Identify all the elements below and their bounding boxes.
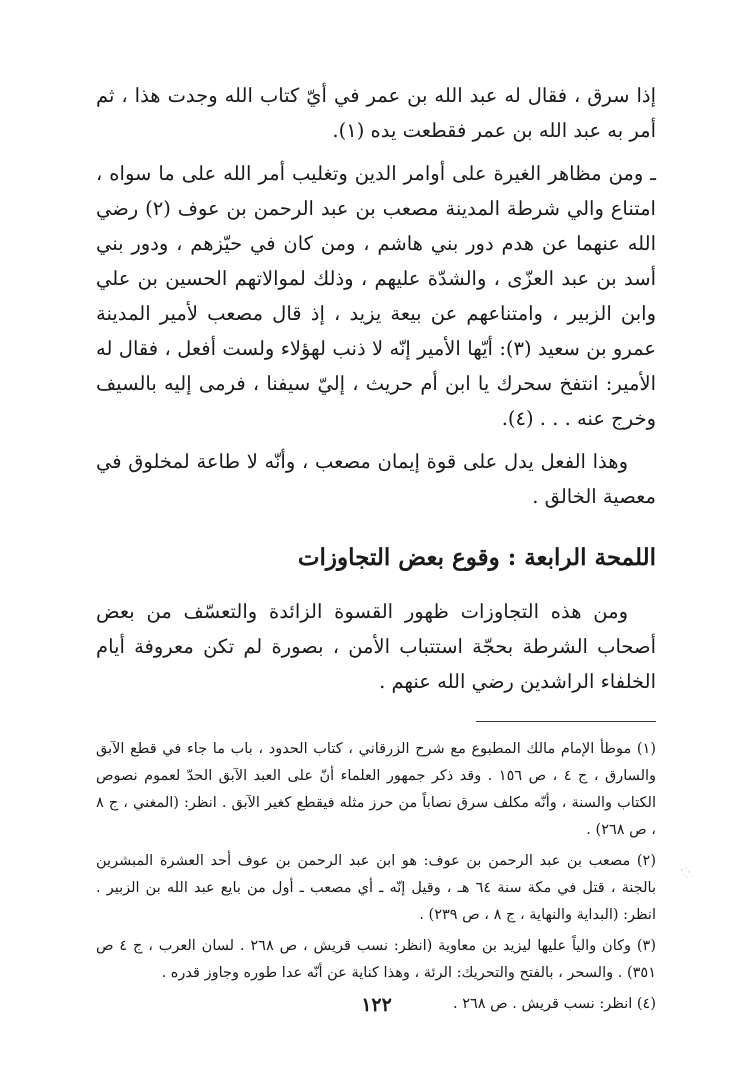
- paragraph-theft-ruling: إذا سرق ، فقال له عبد الله بن عمر في أيّ كتاب الله وجدت هذا ، ثم أمر به عبد الله بن عمر فقطعت يده (١).: [96, 84, 656, 142]
- paragraph-musab-refusal: ـ ومن مظاهر الغيرة على أوامر الدين وتغليب أمر الله على ما سواه ، امتناع والي شرطة المدينة مصعب بن عبد الرحمن بن عوف (٢) رضي الله عنهما عن هدم دور بني هاشم ، ومن كان في حيّزهم ، ودور بني أسد بن عبد العزّى ، والشدّة عليهم ، وذلك لموالاتهم الحسين بن علي وابن الزبير ، وامتناعهم عن بيعة يزيد ، إذ قال مصعب لأمير المدينة عمرو بن سعيد (٣): أيّها الأمير إنّه لا ذنب لهؤلاء ولست أفعل ، فقال له الأمير: انتفخ سحرك يا ابن أم حريث ، إليّ سيفنا ، فرمى إليه بالسيف وخرج عنه . . . (٤).: [96, 162, 656, 430]
- page-body: [96, 78, 656, 1022]
- scan-speck-icon: [676, 862, 696, 882]
- footnote-1: (١) موطأ الإمام مالك المطبوع مع شرح الزرقاني ، كتاب الحدود ، باب ما جاء في قطع الآبق والسارق ، ج ٤ ، ص ١٥٦ . وقد ذكر جمهور العلماء أنّ على العبد الآبق الحدّ لعموم نصوص الكتاب والسنة ، وأنّه مكلف سرق نصاباً من حرز مثله فيقطع كغير الآبق . انظر: (المغني ، ج ٨ ، ص ٢٦٨) .: [96, 741, 657, 838]
- footnote-divider: [476, 721, 656, 722]
- page-number: ١٢٢: [361, 994, 392, 1016]
- paragraph-faith-conclusion: وهذا الفعل يدل على قوة إيمان مصعب ، وأنّه لا طاعة لمخلوق في معصية الخالق .: [96, 450, 656, 508]
- section-heading: اللمحة الرابعة : وقوع بعض التجاوزات: [297, 544, 656, 571]
- footnotes: [96, 736, 656, 1018]
- paragraph-excesses: ومن هذه التجاوزات ظهور القسوة الزائدة والتعسّف من بعض أصحاب الشرطة بحجّة استتباب الأمن ، بصورة لم تكن معروفة أيام الخلفاء الراشدين رضي الله عنهم .: [96, 600, 656, 693]
- footnote-3: (٣) وكان والياً عليها ليزيد بن معاوية (انظر: نسب قريش ، ص ٢٦٨ . لسان العرب ، ج ٤ ص ٣٥١) . والسحر ، بالفتح والتحريك: الرئة ، وهذا كناية عن أنّه عدا طوره وجاوز قدره .: [96, 938, 656, 981]
- footnote-4: (٤) انظر: نسب قريش . ص ٢٦٨ .: [452, 996, 656, 1012]
- footnote-2: (٢) مصعب بن عبد الرحمن بن عوف: هو ابن عبد الرحمن بن عوف أحد العشرة المبشرين بالجنة ، قتل في مكة سنة ٦٤ هـ ، وقيل إنّه ـ أي مصعب ـ أول من بايع عبد الله بن الزبير . انظر: (البداية والنهاية ، ج ٨ ، ص ٢٣٩) .: [96, 853, 656, 923]
